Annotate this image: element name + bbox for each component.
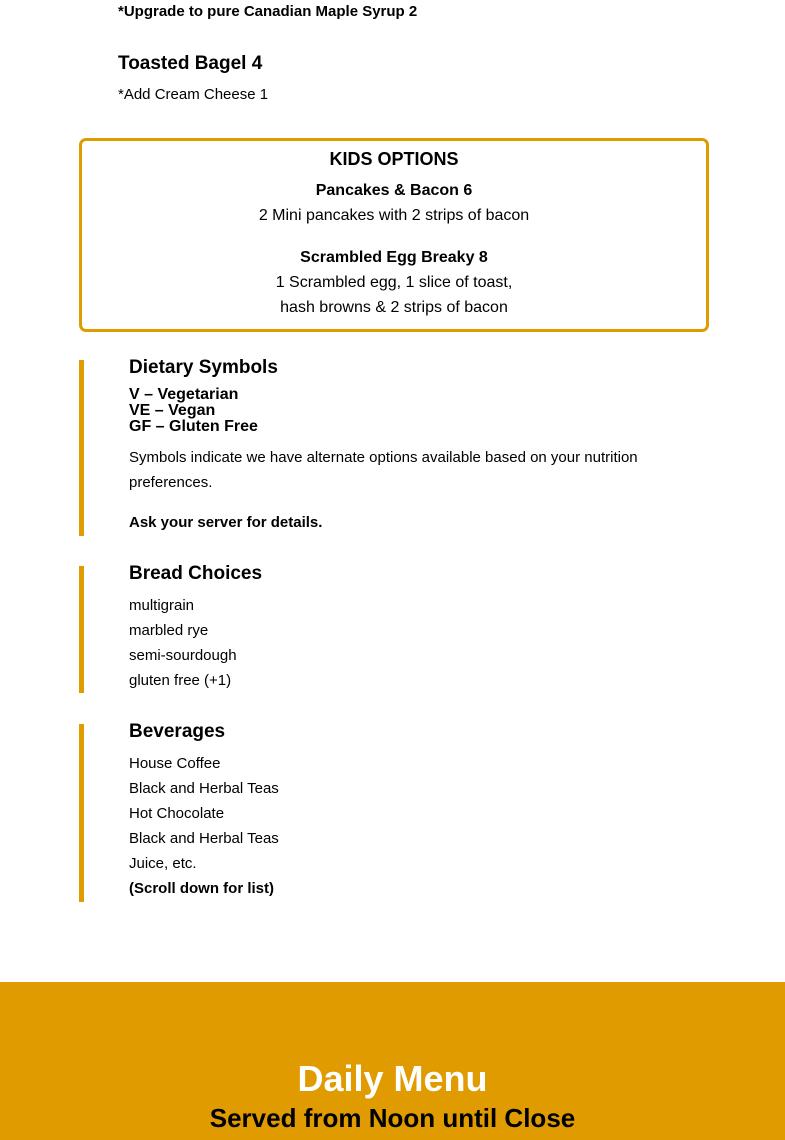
beverages-section [79,721,703,902]
bread-choices-section [79,563,703,693]
ask-server-note: Ask your server for details. [129,514,323,531]
beverage-item: Black and Herbal Teas [129,780,279,797]
bread-item: semi-sourdough [129,647,237,664]
beverages-title: Beverages [129,721,226,742]
dietary-description: Symbols indicate we have alternate options available based on your nutrition [129,449,638,466]
daily-menu-subtitle: Served from Noon until Close [209,1103,576,1133]
kids-options-title: KIDS OPTIONS [329,149,459,169]
symbol-vegan: VE – Vegan [129,402,216,419]
kids-item-description: 1 Scrambled egg, 1 slice of toast, [275,274,513,291]
kids-item-description: hash browns & 2 strips of bacon [280,299,508,316]
symbol-vegetarian: V – Vegetarian [129,386,239,403]
bread-choices-title: Bread Choices [129,563,263,584]
beverage-item: Juice, etc. [129,855,197,872]
beverage-item: House Coffee [129,755,221,772]
dietary-symbols-title: Dietary Symbols [129,357,278,378]
dietary-symbols-section [79,357,703,536]
symbol-gluten-free: GF – Gluten Free [129,418,258,435]
kids-item-pancakes [82,178,706,228]
kids-item-description: 2 Mini pancakes with 2 strips of bacon [258,207,530,224]
maple-syrup-upgrade-note: *Upgrade to pure Canadian Maple Syrup 2 [118,3,418,20]
daily-menu-banner [0,982,785,1140]
kids-item-name: Scrambled Egg Breaky 8 [300,249,488,266]
kids-options-box [79,138,709,332]
kids-item-name: Pancakes & Bacon 6 [315,182,473,199]
bread-item: multigrain [129,597,195,614]
beverage-item: Hot Chocolate [129,805,225,822]
dietary-description: preferences. [129,474,213,491]
scroll-down-note: (Scroll down for list) [129,880,274,897]
beverage-item: Black and Herbal Teas [129,830,279,847]
daily-menu-title: Daily Menu [297,1058,488,1099]
kids-item-scrambled-egg [82,245,706,320]
cream-cheese-note: *Add Cream Cheese 1 [118,86,269,103]
bread-item: gluten free (+1) [129,672,232,689]
toasted-bagel-title: Toasted Bagel 4 [118,53,263,74]
bread-item: marbled rye [129,622,209,639]
